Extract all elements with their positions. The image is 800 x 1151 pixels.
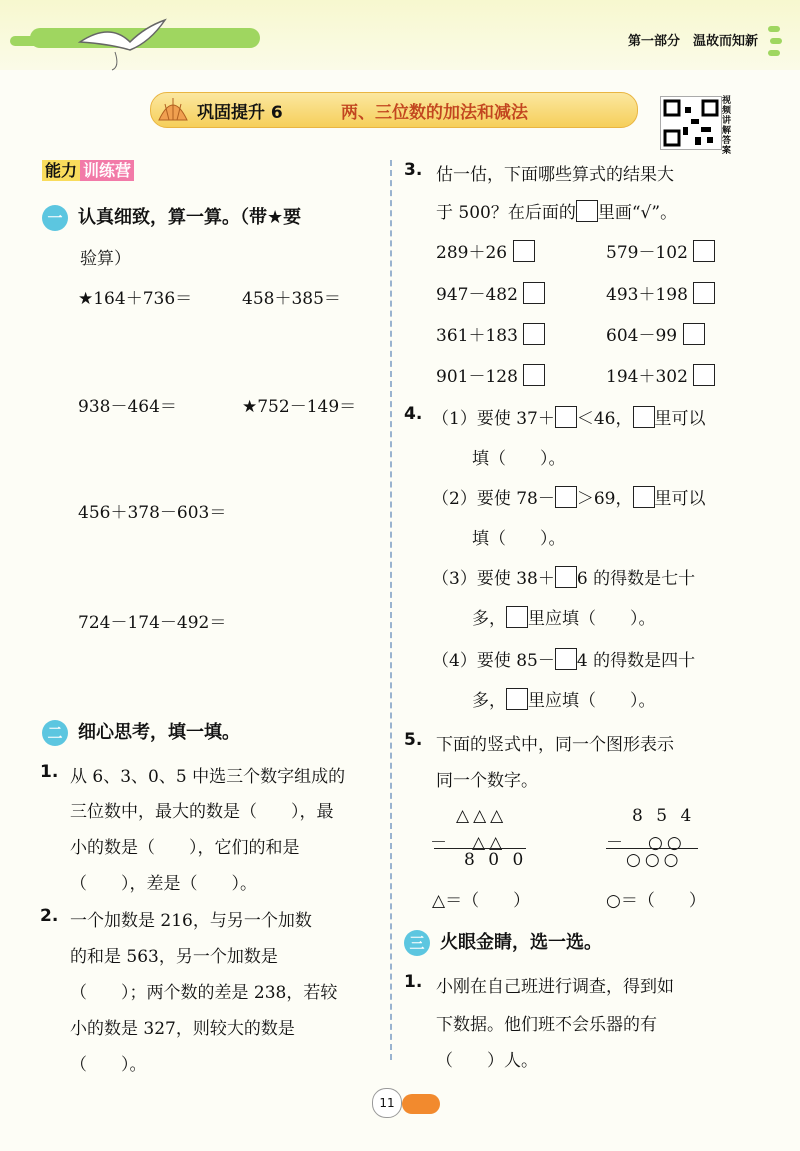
section-label: 第一部分 温故而知新: [627, 34, 758, 49]
answer-box[interactable]: [506, 606, 528, 628]
check-box[interactable]: [683, 323, 705, 345]
text: 里可以: [654, 409, 706, 429]
check-box[interactable]: [523, 364, 545, 386]
question-line: [432, 484, 706, 509]
vertical-left-result: 8 0 0: [464, 850, 528, 870]
question-line: [472, 686, 656, 711]
grass-decoration-small: [10, 36, 50, 46]
section-two-heading: [42, 718, 240, 746]
question-line: [472, 604, 656, 629]
expression: 289＋26: [436, 243, 508, 263]
text: 6 的得数是七十: [576, 569, 696, 589]
text: 4 的得数是四十: [576, 651, 696, 671]
camp-part2: 训练营: [80, 160, 134, 181]
question-line: [432, 404, 706, 429]
vertical-left-top: △△△: [456, 806, 508, 826]
question-number: 1.: [404, 972, 423, 992]
calc-6: 724－174－492＝: [78, 613, 227, 633]
check-box[interactable]: [693, 364, 715, 386]
header-decoration-icon: [768, 24, 782, 60]
estimate-item: [436, 321, 545, 346]
expression: 194＋302: [606, 367, 688, 387]
vertical-left-mid: － △△: [430, 833, 507, 853]
camp-part1: 能力: [42, 160, 80, 181]
section-three-title: 火眼金睛，选一选。: [440, 932, 602, 953]
seagull-icon: [70, 12, 170, 72]
calc-4: ★752－149＝: [242, 397, 357, 417]
text: 多，: [472, 691, 506, 711]
text: （4）要使 85－: [432, 651, 555, 671]
text: （2）要使 78－: [432, 489, 555, 509]
expression: 361＋183: [436, 326, 518, 346]
vertical-right-top: 8 5 4: [632, 806, 696, 826]
section-badge: 二: [42, 720, 68, 746]
question-number: 3.: [404, 160, 423, 180]
text: （3）要使 38＋: [432, 569, 555, 589]
triangle-answer: △＝（ ）: [432, 891, 531, 911]
estimate-item: [606, 362, 715, 387]
question-line: 小刚在自己班进行调查，得到如: [436, 977, 674, 997]
answer-box[interactable]: [633, 486, 655, 508]
qr-code-icon: [661, 97, 721, 149]
question-line: [432, 564, 695, 589]
answer-box[interactable]: [576, 200, 598, 222]
lesson-title-bar: [150, 92, 638, 128]
vertical-right-line: [606, 848, 698, 849]
page-number: 11: [372, 1088, 402, 1118]
check-box[interactable]: [523, 323, 545, 345]
lesson-number: 巩固提升 6: [197, 103, 283, 123]
question-line: （ ），差是（ ）。: [70, 874, 257, 894]
check-box[interactable]: [523, 282, 545, 304]
qr-label: 视频讲解答案: [722, 96, 732, 156]
check-box[interactable]: [513, 240, 535, 262]
submarine-icon: [402, 1094, 440, 1114]
expression: 579－102: [606, 243, 688, 263]
text: 于 500？在后面的: [436, 203, 576, 223]
section-one-heading: [42, 203, 301, 231]
question-line: [432, 646, 695, 671]
section-three-heading: [404, 928, 602, 956]
question-line: 小的数是 327，则较大的数是: [70, 1019, 295, 1039]
answer-box[interactable]: [506, 688, 528, 710]
section-one-title: 认真细致，算一算。（带★要: [78, 207, 302, 228]
answer-box[interactable]: [633, 406, 655, 428]
calc-5: 456＋378－603＝: [78, 503, 227, 523]
question-line: 填（ ）。: [472, 529, 566, 549]
calc-3: 938－464＝: [78, 397, 177, 417]
vertical-right-mid: － ○○: [606, 833, 686, 853]
expression: 901－128: [436, 367, 518, 387]
check-box[interactable]: [693, 240, 715, 262]
question-line: 一个加数是 216，与另一个加数: [70, 911, 312, 931]
question-line: 从 6、3、0、5 中选三个数字组成的: [70, 767, 346, 787]
question-line: （ ）；两个数的差是 238，若较: [70, 983, 338, 1003]
estimate-item: [606, 280, 715, 305]
answer-box[interactable]: [555, 648, 577, 670]
text: ＞69，: [576, 489, 633, 509]
question-line: 的和是 563，另一个加数是: [70, 947, 278, 967]
question-number: 1.: [40, 762, 59, 782]
question-line: 下面的竖式中，同一个图形表示: [436, 735, 674, 755]
text: 里应填（ ）。: [528, 691, 656, 711]
text: ＜46，: [576, 409, 633, 429]
question-line: [436, 198, 677, 223]
expression: 947－482: [436, 285, 518, 305]
calc-2: 458＋385＝: [242, 289, 341, 309]
circle-answer: ○＝（ ）: [606, 891, 706, 911]
question-line: 同一个数字。: [436, 771, 538, 791]
check-box[interactable]: [693, 282, 715, 304]
qr-code[interactable]: [660, 96, 722, 150]
question-number: 5.: [404, 730, 423, 750]
column-divider: [390, 160, 392, 1060]
question-line: 填（ ）。: [472, 449, 566, 469]
text: （1）要使 37＋: [432, 409, 555, 429]
calc-1: ★164＋736＝: [78, 289, 193, 309]
text: 多，: [472, 609, 506, 629]
section-badge: 一: [42, 205, 68, 231]
question-line: 下数据。他们班不会乐器的有: [436, 1015, 657, 1035]
text: 里可以: [654, 489, 706, 509]
answer-box[interactable]: [555, 406, 577, 428]
vertical-right-result: ○○○: [626, 850, 683, 870]
estimate-item: [436, 238, 535, 263]
lesson-topic: 两、三位数的加法和减法: [341, 103, 528, 123]
question-line: 小的数是（ ），它们的和是: [70, 838, 300, 858]
estimate-item: [606, 321, 705, 346]
text: 里画“√”。: [597, 203, 678, 223]
expression: 604－99: [606, 326, 678, 346]
question-number: 2.: [40, 906, 59, 926]
question-number: 4.: [404, 404, 423, 424]
answer-box[interactable]: [555, 486, 577, 508]
estimate-item: [436, 280, 545, 305]
text: 里应填（ ）。: [528, 609, 656, 629]
answer-box[interactable]: [555, 566, 577, 588]
question-line: 估一估，下面哪些算式的结果大: [436, 165, 674, 185]
section-two-title: 细心思考，填一填。: [78, 722, 240, 743]
estimate-item: [436, 362, 545, 387]
estimate-item: [606, 238, 715, 263]
section-one-title-cont: 验算）: [80, 249, 131, 269]
vertical-left-line: [434, 848, 526, 849]
question-line: （ ）人。: [436, 1051, 538, 1071]
question-line: 三位数中，最大的数是（ ），最: [70, 802, 334, 822]
expression: 493＋198: [606, 285, 688, 305]
section-badge: 三: [404, 930, 430, 956]
question-line: （ ）。: [70, 1055, 147, 1075]
shell-icon: [155, 94, 191, 124]
ability-camp-label: [42, 158, 134, 182]
